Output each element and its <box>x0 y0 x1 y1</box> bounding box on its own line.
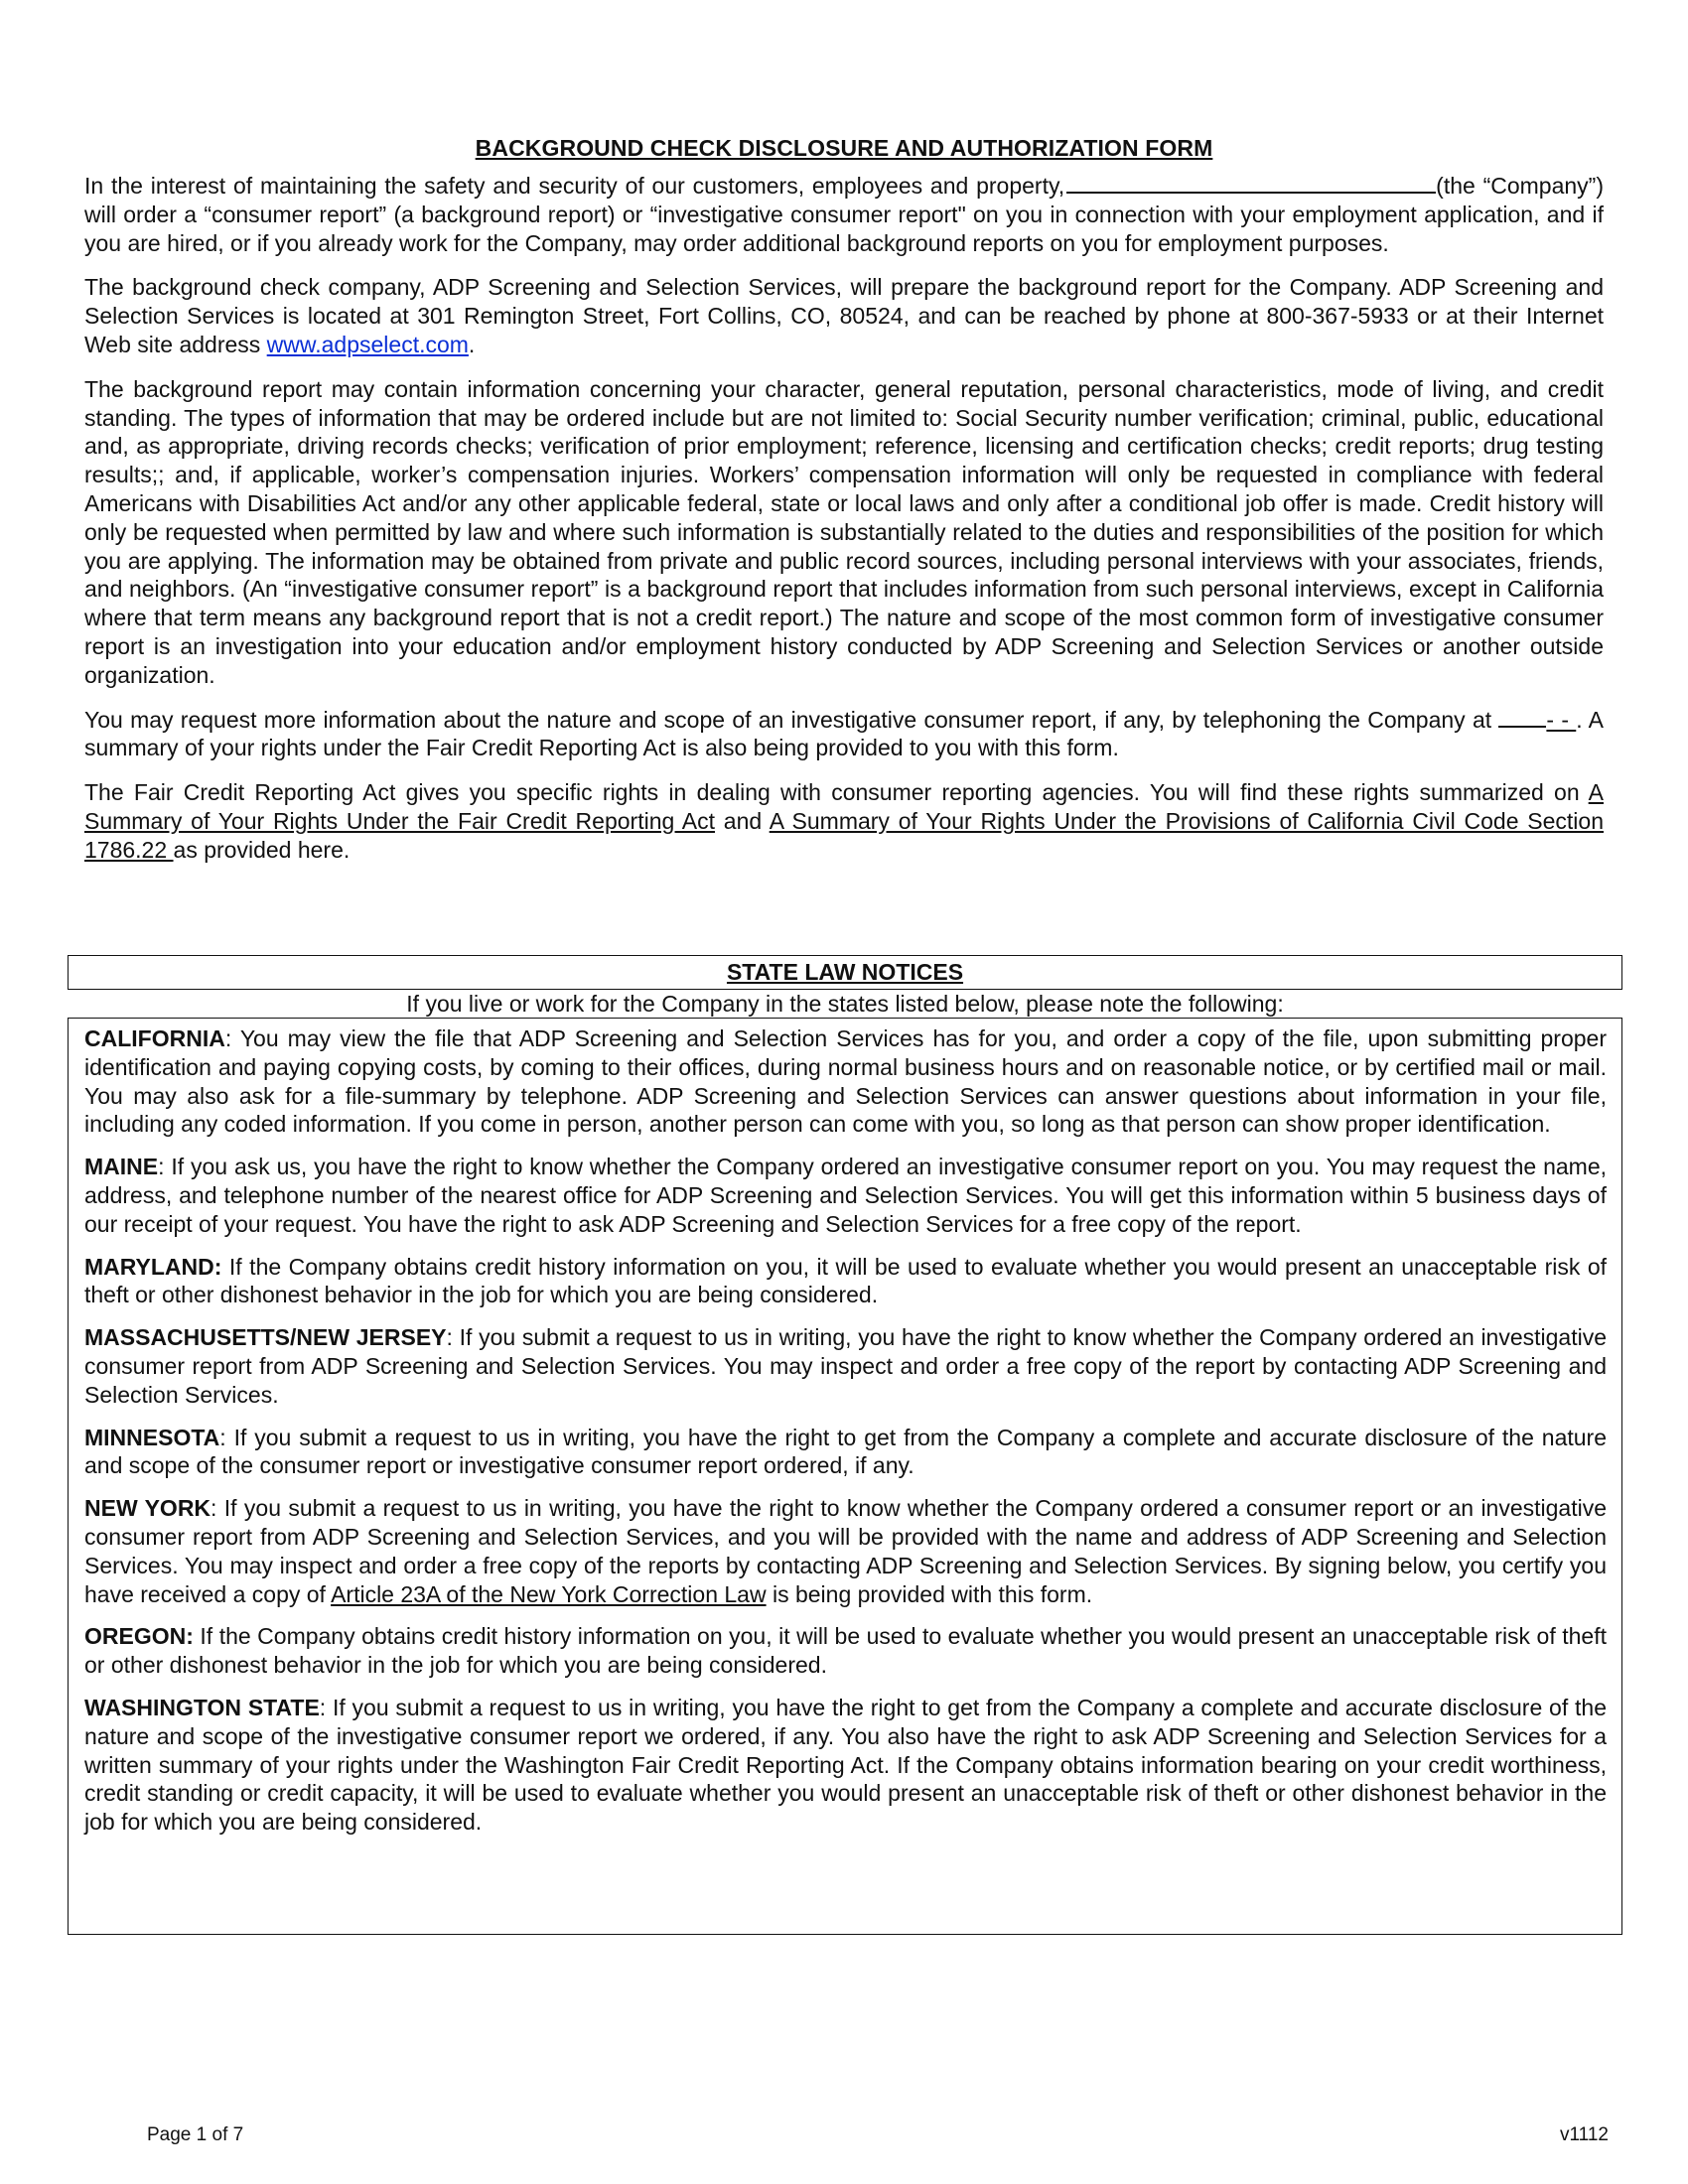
state-text: If you ask us, you have the right to know whether the Company ordered an investigative consumer report on you. You may request the name, address, and telephone number of the nearest office for ADP Screening and Selection Services. You will get this information within 5 business days of our receipt of your request. You have the right to ask ADP Screening and Selection Services for a free copy of the report. <box>84 1154 1607 1237</box>
intro-rest: (the “Company”) will order a “consumer report” (a background report) or “investigative consumer report" on you in connection with your employment application, and if you are hired, or if you already work for the Company, may order additional background reports on you for employment purposes. <box>84 173 1605 256</box>
state-name: WASHINGTON STATE <box>84 1694 320 1720</box>
intro-lead: In the interest of maintaining the safety and security of our customers, employees and property, <box>84 173 1065 199</box>
state-sep: : <box>158 1154 172 1180</box>
phone-dashes: - - <box>1546 706 1577 733</box>
state-name: CALIFORNIA <box>84 1025 225 1051</box>
state-text-end: is being provided with this form. <box>766 1580 1093 1607</box>
state-notice-maryland <box>84 1253 1607 1310</box>
state-text: If you submit a request to us in writing, you have the right to get from the Company a complete and accurate disclosure of the nature and scope of the investigative consumer report we ordered, if any. You also have the right to ask ADP Screening and Selection Services for a written summary of your rights under the Washington Fair Credit Reporting Act. If the Company obtains information bearing on your credit worthiness, credit standing or credit capacity, it will be used to evaluate whether you would present an unacceptable risk of theft or other dishonest behavior in the job for which you are being considered. <box>84 1694 1607 1836</box>
california-summary-link[interactable]: A Summary of Your Rights Under the Provisions of California Civil Code Section 1786.22 <box>84 807 1605 863</box>
state-sep: : <box>319 1694 333 1720</box>
state-name: NEW YORK <box>84 1495 211 1522</box>
fcra-summary-link[interactable]: A Summary of Your Rights Under the Fair Credit Reporting Act <box>84 779 1604 834</box>
document-page <box>84 129 1604 881</box>
fcra-paragraph <box>84 778 1604 864</box>
para5-lead: The Fair Credit Reporting Act gives you specific rights in dealing with consumer reporting agencies. You will find these rights summarized on <box>84 779 1589 806</box>
state-text: If the Company obtains credit history information on you, it will be used to evaluate whether you would present an unacceptable risk of theft or other dishonest behavior in the job for which you are being considered. <box>84 1253 1608 1308</box>
state-text: If you submit a request to us in writing, you have the right to know whether the Company ordered a consumer report or an investigative consumer report from ADP Screening and Selection Services, and you will be provided with the name and address of ADP Screening and Selection Services. You may inspect and order a free copy of the reports by contacting ADP Screening and Selection Services. By signing below, you certify you have received a copy of <box>84 1495 1608 1607</box>
state-notice-new-york <box>84 1494 1607 1608</box>
company-name-blank[interactable] <box>1066 172 1436 194</box>
state-law-notices <box>68 955 1622 1935</box>
state-notices-header: STATE LAW NOTICES <box>68 955 1622 990</box>
para5-end: as provided here. <box>173 836 351 863</box>
state-name: MASSACHUSETTS/NEW JERSEY <box>84 1324 447 1351</box>
page-number: Page 1 of 7 <box>147 2124 244 2145</box>
para2-text: The background check company, ADP Screening and Selection Services, will prepare the background report for the Company. ADP Screening and Selection Services is located at 301 Remington Street, Fort Collins, CO, 80524, and can be reached by phone at 800-367-5933 or at their Internet Web site address <box>84 274 1604 357</box>
para2-end: . <box>468 331 476 357</box>
ny-correction-law-link[interactable]: Article 23A of the New York Correction Law <box>331 1580 767 1607</box>
state-name: MINNESOTA <box>84 1424 220 1450</box>
form-version: v1112 <box>1560 2124 1609 2145</box>
request-info-paragraph <box>84 706 1604 763</box>
para4-lead: You may request more information about the nature and scope of an investigative consumer report, if any, by telephoning the Company at <box>84 706 1492 733</box>
state-sep: : <box>211 1495 224 1522</box>
phone-area-blank[interactable] <box>1498 706 1546 728</box>
state-notice-massachusetts-new-jersey <box>84 1323 1607 1409</box>
state-name: OREGON: <box>84 1623 194 1650</box>
state-name: MARYLAND: <box>84 1253 222 1280</box>
para5-mid: and <box>715 807 770 834</box>
state-text: If you submit a request to us in writing, you have the right to get from the Company a complete and accurate disclosure of the nature and scope of the consumer report or investigative consumer report ordered, if any. <box>84 1424 1607 1479</box>
state-text: If you submit a request to us in writing, you have the right to know whether the Company ordered an investigative consumer report from ADP Screening and Selection Services. You may inspect and order a free copy of the report by contacting ADP Screening and Selection Services. <box>84 1324 1608 1408</box>
state-notices-body <box>68 1018 1622 1935</box>
state-notice-minnesota <box>84 1424 1607 1481</box>
para4-rest: . A summary of your rights under the Fair Credit Reporting Act is also being provided to you with this form. <box>84 706 1604 761</box>
screening-company-paragraph <box>84 273 1604 358</box>
state-text: If the Company obtains credit history information on you, it will be used to evaluate whether you would present an unacceptable risk of theft or other dishonest behavior in the job for which you are being considered. <box>84 1623 1607 1679</box>
state-notice-washington <box>84 1694 1607 1837</box>
report-contents-paragraph: The background report may contain information concerning your character, general reputation, personal characteristics, mode of living, and credit standing. The types of information that may be ordered include but are not limited to: Social Security number verification; criminal, public, educational and, as appropriate, driving records checks; verification of prior employment; reference, licensing and certification checks; credit reports; drug testing results;; and, if applicable, worker’s compensation injuries. Workers’ compensation information will only be requested in compliance with federal Americans with Disabilities Act and/or any other applicable federal, state or local laws and only after a conditional job offer is made. Credit history will only be requested when permitted by law and where such information is substantially related to the duties and responsibilities of the position for which you are applying. The information may be obtained from private and public record sources, including personal interviews with your associates, friends, and neighbors. (An “investigative consumer report” is a background report that includes information from such personal interviews, except in California where that term means any background report that is not a credit report.) The nature and scope of the most common form of investigative consumer report is an investigation into your education and/or employment history conducted by ADP Screening and Selection Services or another outside organization. <box>84 375 1604 688</box>
state-sep: : <box>446 1324 460 1351</box>
form-title: BACKGROUND CHECK DISCLOSURE AND AUTHORIZATION FORM <box>475 135 1213 161</box>
intro-paragraph <box>84 172 1604 257</box>
state-sep: : <box>219 1424 234 1450</box>
state-notice-california <box>84 1024 1607 1139</box>
state-text: You may view the file that ADP Screening and Selection Services has for you, and order a copy of the file, upon submitting proper identification and paying copying costs, by coming to their offices, during normal business hours and on reasonable notice, or by certified mail or mail. You may also ask for a file-summary by telephone. ADP Screening and Selection Services can answer questions about information in your file, including any coded information. If you come in person, another person can come with you, so long as that person can show proper identification. <box>84 1025 1607 1138</box>
adpselect-link[interactable]: www.adpselect.com <box>266 331 469 357</box>
state-sep <box>221 1254 229 1280</box>
state-notice-maine <box>84 1153 1607 1238</box>
state-name: MAINE <box>84 1154 159 1180</box>
state-notices-subheader: If you live or work for the Company in the states listed below, please note the following: <box>406 991 1284 1017</box>
state-sep: : <box>224 1025 240 1051</box>
state-notice-oregon <box>84 1622 1607 1680</box>
